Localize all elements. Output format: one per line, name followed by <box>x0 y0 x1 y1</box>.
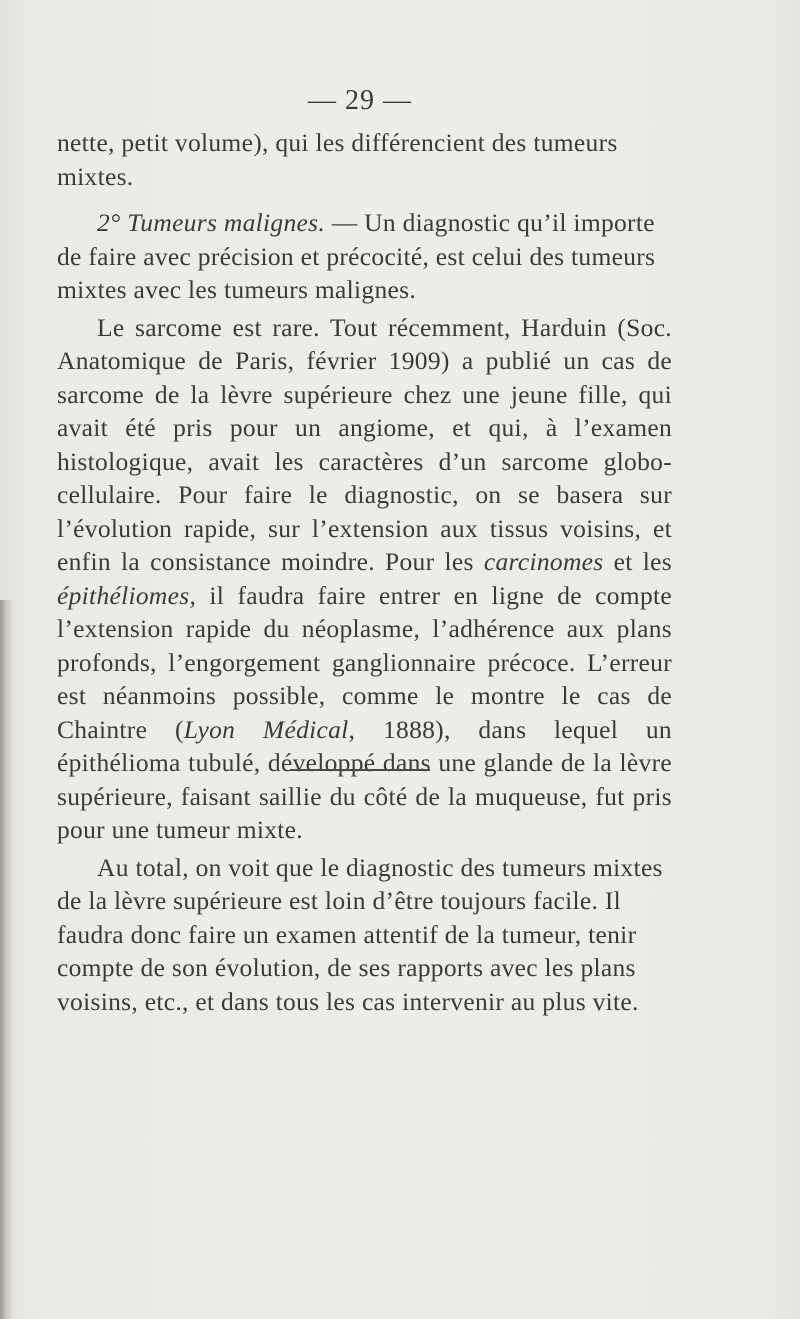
paragraph-text: — Un diagnostic qu’il importe de faire avec précision et précocité, est celui des tumeurs mixtes avec les tumeurs malignes. <box>57 208 656 304</box>
section-divider <box>290 769 430 771</box>
body-text <box>57 126 672 1018</box>
paragraph-text: et les <box>603 547 672 576</box>
section-label: 2° Tumeurs malignes. <box>97 208 326 237</box>
paragraph-continuation: nette, petit volume), qui les différencient des tumeurs mixtes. <box>57 128 618 191</box>
page-edge-shadow <box>0 600 14 1319</box>
citation-journal: Lyon Médical, <box>183 714 356 744</box>
page-number: — 29 — <box>308 85 412 116</box>
paragraph-text: 1888), dans lequel un épithélioma tubulé, développé dans une glande de la lèvre supérieure, faisant saillie du côté de la muqueuse, fut pris pour une tumeur mixte. <box>57 714 672 844</box>
term-carcinomes: carcinomes <box>483 547 604 576</box>
paragraph-text: Le sarcome est rare. Tout récemment, Harduin (Soc. Anatomique de Paris, février 1909) a publié un cas de sarcome de la lèvre supérieure chez une jeune fille, qui avait été pris pour un angiome, et qui, à l’examen histologique, avait les caractères d’un sarcome globo-cellulaire. Pour faire le diagnostic, on se basera sur l’évolution rapide, sur l’extension aux tissus voisins, et enfin la consistance moindre. Pour les <box>57 312 672 576</box>
paragraph-conclusion: Au total, on voit que le diagnostic des tumeurs mixtes de la lèvre supérieure est loin d’être toujours facile. Il faudra donc faire un examen attentif de la tumeur, tenir compte de son évolution, de ses rapports avec les plans voisins, etc., et dans tous les cas intervenir au plus vite. <box>57 852 663 1016</box>
paragraph-sarcoma <box>57 311 672 847</box>
paragraph-malignant-tumors <box>57 206 672 307</box>
term-epitheliomes: épithéliomes, <box>57 580 197 610</box>
paragraph-text: il faudra faire entrer en ligne de compte l’extension rapide du néoplasme, l’adhérence aux plans profonds, l’engorgement ganglionnaire précoce. L’erreur est néanmoins possible, comme le montre le cas de Chaintre ( <box>57 580 672 744</box>
